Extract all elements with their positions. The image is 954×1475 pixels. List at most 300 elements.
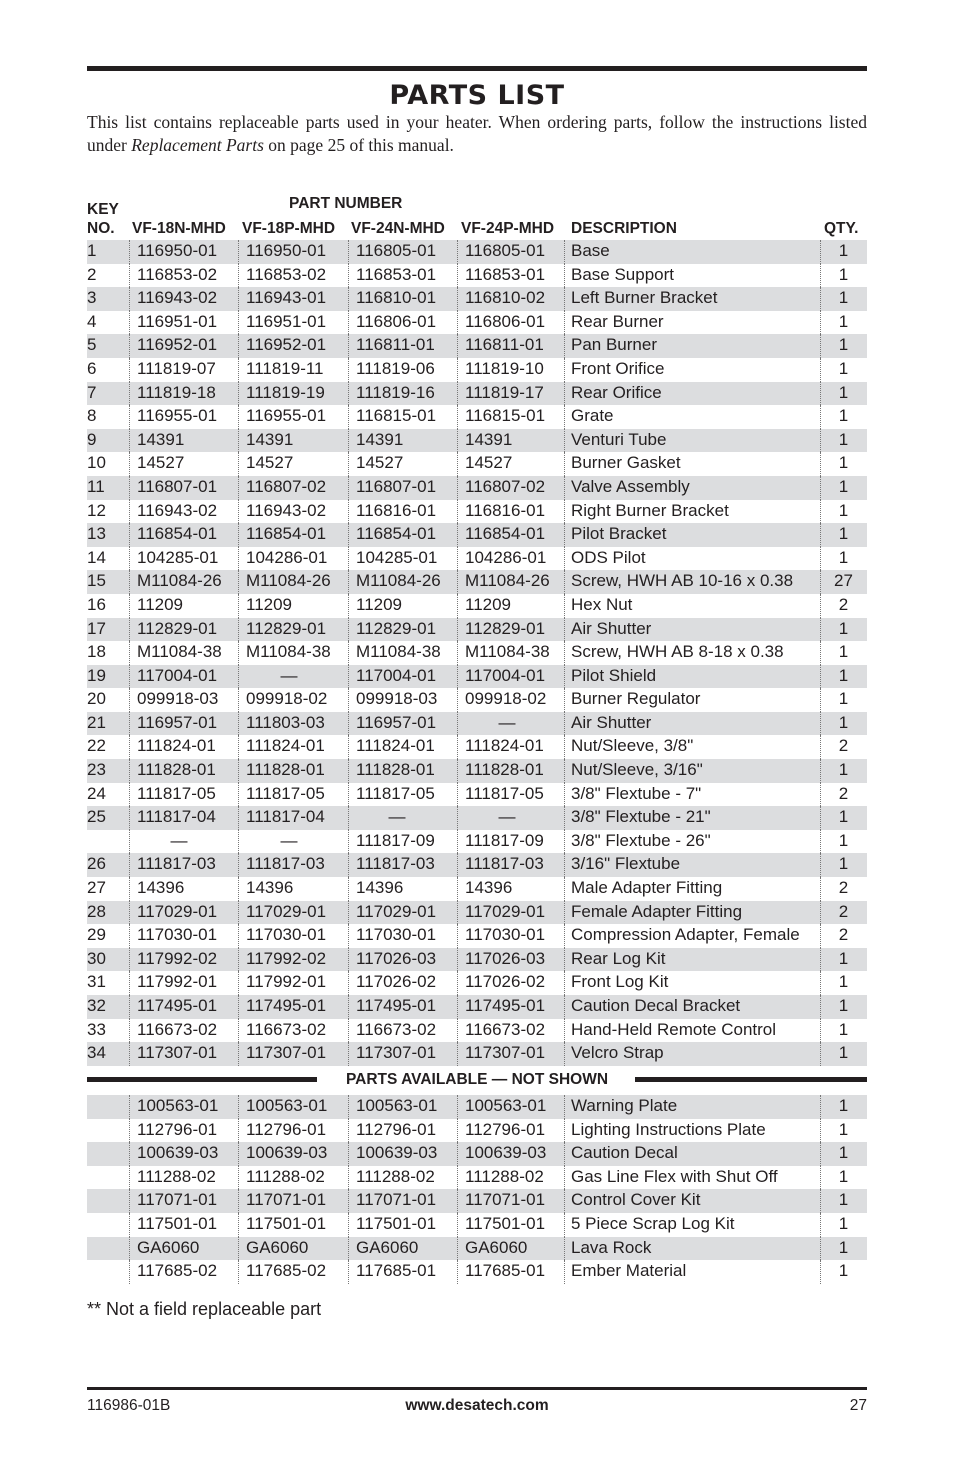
cell-part-vf18n: 117992-02 — [137, 948, 218, 968]
column-separator — [564, 358, 565, 382]
cell-qty: 1 — [838, 335, 849, 355]
cell-part-vf24n: 14396 — [356, 878, 404, 898]
cell-qty: 1 — [838, 665, 849, 685]
column-separator — [564, 452, 565, 476]
cell-part-vf18p: 116854-01 — [246, 524, 327, 544]
column-separator — [238, 618, 239, 642]
column-separator — [348, 452, 349, 476]
header-description: DESCRIPTION — [571, 220, 677, 237]
cell-key-no: 5 — [87, 335, 97, 355]
top-rule — [87, 66, 867, 71]
cell-part-vf18n: 117992-01 — [137, 972, 218, 992]
cell-description: Grate — [571, 406, 614, 426]
cell-part-vf24p: 117495-01 — [465, 996, 546, 1015]
column-separator — [457, 735, 458, 759]
cell-key-no: 18 — [87, 642, 106, 662]
cell-part-vf24n: 11209 — [356, 594, 403, 614]
cell-part-vf18p: 117495-01 — [246, 996, 327, 1015]
column-separator — [348, 334, 349, 358]
table-row — [87, 783, 867, 807]
column-separator — [238, 240, 239, 264]
column-separator — [348, 735, 349, 759]
cell-qty: 1 — [838, 429, 849, 449]
cell-part-vf24n: 111817-09 — [356, 830, 435, 850]
cell-description: Left Burner Bracket — [571, 288, 718, 308]
cell-qty: 1 — [838, 760, 849, 780]
cell-part-vf18n: 111824-01 — [137, 736, 216, 756]
cell-part-vf24n: — — [388, 807, 406, 827]
cell-part-vf18n: 116943-02 — [137, 500, 218, 520]
cell-qty: 1 — [838, 241, 849, 260]
cell-part-vf18n: 116950-01 — [137, 241, 218, 260]
cell-qty: 1 — [838, 712, 849, 732]
column-separator — [348, 405, 349, 429]
cell-part-vf24p: 111817-03 — [465, 854, 544, 874]
column-separator — [564, 641, 565, 665]
cell-part-vf18p: 116807-02 — [246, 476, 327, 496]
column-separator — [238, 358, 239, 382]
column-separator — [564, 476, 565, 500]
column-separator — [348, 594, 349, 618]
cell-part-vf18p: 14396 — [246, 878, 294, 898]
cell-part-vf18n: M11084-26 — [137, 571, 222, 591]
cell-description: Gas Line Flex with Shut Off — [571, 1166, 778, 1186]
column-separator — [457, 1019, 458, 1043]
column-separator — [238, 806, 239, 830]
cell-part-vf24n: 111288-02 — [356, 1166, 435, 1186]
cell-part-vf24n: 116805-01 — [356, 241, 437, 260]
column-separator — [238, 405, 239, 429]
column-separator — [129, 1166, 130, 1190]
column-separator — [238, 1213, 239, 1237]
cell-qty: 1 — [838, 1261, 849, 1281]
cell-part-vf24n: 117026-02 — [356, 972, 437, 992]
cell-part-vf18p: 117992-02 — [246, 948, 327, 968]
column-separator — [238, 948, 239, 972]
cell-qty: 1 — [838, 996, 849, 1015]
table-row — [87, 618, 867, 642]
cell-key-no: 6 — [87, 358, 97, 378]
cell-part-vf24p: 117030-01 — [465, 925, 546, 945]
column-separator — [564, 853, 565, 877]
cell-description: Lighting Instructions Plate — [571, 1119, 766, 1139]
column-separator — [129, 853, 130, 877]
column-separator — [564, 924, 565, 948]
cell-part-vf24n: 14527 — [356, 453, 404, 473]
cell-description: Rear Burner — [571, 311, 664, 331]
cell-part-vf24p: 111817-09 — [465, 830, 544, 850]
cell-part-vf18n: 14391 — [137, 429, 185, 449]
cell-part-vf18p: 111819-11 — [246, 358, 324, 378]
table-row — [87, 1237, 867, 1261]
header-key-line1: KEY — [87, 201, 119, 218]
cell-qty: 1 — [838, 830, 849, 850]
cell-part-vf18p: 116943-02 — [246, 500, 327, 520]
cell-description: Control Cover Kit — [571, 1190, 701, 1210]
column-separator — [238, 901, 239, 925]
cell-description: Ember Material — [571, 1261, 687, 1281]
column-separator — [348, 783, 349, 807]
cell-key-no: 23 — [87, 760, 106, 780]
column-separator — [564, 523, 565, 547]
column-separator — [564, 1142, 565, 1166]
cell-part-vf18n: 111817-05 — [137, 783, 216, 803]
cell-part-vf18n: 14396 — [137, 878, 185, 898]
column-separator — [348, 1260, 349, 1284]
cell-part-vf24n: 117495-01 — [356, 996, 437, 1015]
cell-part-vf18p: 111817-04 — [246, 807, 325, 827]
cell-part-vf24p: 11209 — [465, 594, 512, 614]
cell-part-vf24p: 111819-17 — [465, 382, 544, 402]
table-row — [87, 382, 867, 406]
cell-part-vf24p: 116805-01 — [465, 241, 546, 260]
cell-qty: 2 — [838, 594, 849, 614]
table-row — [87, 1042, 867, 1066]
column-separator — [457, 783, 458, 807]
cell-qty: 1 — [838, 382, 849, 402]
cell-part-vf18n: 116853-02 — [137, 264, 218, 284]
cell-description: 3/8" Flextube - 26" — [571, 830, 711, 850]
column-separator — [564, 1119, 565, 1143]
cell-description: ODS Pilot — [571, 547, 646, 567]
column-separator — [457, 901, 458, 925]
header-qty: QTY. — [824, 220, 859, 237]
cell-qty: 2 — [838, 925, 849, 945]
cell-qty: 1 — [838, 1143, 849, 1163]
cell-part-vf24n: 111819-06 — [356, 358, 435, 378]
cell-part-vf18n: 116955-01 — [137, 406, 218, 426]
cell-part-vf18p: 117307-01 — [246, 1043, 327, 1063]
cell-part-vf24n: GA6060 — [356, 1237, 419, 1257]
column-separator — [564, 665, 565, 689]
column-separator — [457, 618, 458, 642]
cell-part-vf18n: 111819-18 — [137, 382, 216, 402]
cell-description: Front Orifice — [571, 358, 665, 378]
cell-part-vf18p: 112796-01 — [246, 1119, 327, 1139]
column-separator — [129, 405, 130, 429]
cell-description: Hand-Held Remote Control — [571, 1019, 777, 1039]
column-separator — [129, 264, 130, 288]
column-separator — [564, 570, 565, 594]
table-row — [87, 1166, 867, 1190]
cell-qty: 1 — [838, 476, 849, 496]
column-separator — [129, 665, 130, 689]
cell-part-vf18n: 111817-04 — [137, 807, 216, 827]
table-row — [87, 830, 867, 854]
intro-text-end: on page 25 of this manual. — [263, 135, 454, 155]
column-separator — [457, 853, 458, 877]
cell-part-vf24p: M11084-26 — [465, 571, 550, 591]
cell-key-no: 21 — [87, 712, 106, 732]
cell-qty: 1 — [838, 1096, 849, 1115]
column-separator — [564, 1260, 565, 1284]
cell-key-no: 10 — [87, 453, 106, 473]
cell-part-vf24p: 099918-02 — [465, 689, 547, 709]
table-row — [87, 759, 867, 783]
column-separator — [457, 971, 458, 995]
column-separator — [348, 971, 349, 995]
column-separator — [129, 1042, 130, 1066]
cell-description: Base Support — [571, 264, 675, 284]
cell-part-vf24n: 117071-01 — [356, 1190, 437, 1210]
column-separator — [129, 240, 130, 264]
cell-part-vf18p: 112829-01 — [246, 618, 327, 638]
cell-part-vf18p: M11084-26 — [246, 571, 331, 591]
column-separator — [457, 429, 458, 453]
cell-part-vf24p: 117026-03 — [465, 948, 546, 968]
column-separator — [457, 1189, 458, 1213]
table-row — [87, 971, 867, 995]
column-separator — [238, 995, 239, 1019]
column-separator — [348, 618, 349, 642]
cell-part-vf18n: GA6060 — [137, 1237, 200, 1257]
section-label: PARTS AVAILABLE — NOT SHOWN — [345, 1071, 609, 1088]
cell-part-vf18p: — — [280, 665, 298, 685]
cell-part-vf18p: 111824-01 — [246, 736, 325, 756]
column-separator — [129, 334, 130, 358]
cell-description: Burner Gasket — [571, 453, 681, 473]
column-separator — [348, 358, 349, 382]
cell-part-vf18p: 111819-19 — [246, 382, 325, 402]
column-separator — [348, 641, 349, 665]
column-separator — [238, 1095, 239, 1119]
column-separator — [457, 523, 458, 547]
cell-description: Velcro Strap — [571, 1043, 664, 1063]
cell-qty: 1 — [838, 524, 849, 544]
cell-description: Pilot Shield — [571, 665, 657, 685]
cell-part-vf18p: 117992-01 — [246, 972, 327, 992]
cell-description: Hex Nut — [571, 594, 633, 614]
cell-part-vf18n: 099918-03 — [137, 689, 219, 709]
table-row — [87, 641, 867, 665]
cell-key-no: 14 — [87, 547, 106, 567]
column-separator — [238, 1019, 239, 1043]
table-row — [87, 358, 867, 382]
cell-part-vf18n: 116854-01 — [137, 524, 218, 544]
cell-part-vf24n: 116806-01 — [356, 311, 437, 331]
column-separator — [564, 547, 565, 571]
cell-part-vf24p: 117026-02 — [465, 972, 546, 992]
column-separator — [238, 311, 239, 335]
column-separator — [129, 1142, 130, 1166]
column-separator — [238, 1260, 239, 1284]
cell-part-vf24n: 116853-01 — [356, 264, 437, 284]
column-separator — [348, 523, 349, 547]
column-separator — [348, 429, 349, 453]
column-separator — [457, 1142, 458, 1166]
cell-part-vf18n: 100563-01 — [137, 1096, 219, 1115]
column-separator — [348, 665, 349, 689]
footer-page-number: 27 — [849, 1397, 867, 1414]
column-separator — [457, 1095, 458, 1119]
column-separator — [129, 971, 130, 995]
column-separator — [129, 712, 130, 736]
column-separator — [348, 901, 349, 925]
cell-part-vf24p: 116853-01 — [465, 264, 546, 284]
cell-description: Male Adapter Fitting — [571, 878, 723, 898]
header-model-4: VF-24P-MHD — [461, 220, 555, 237]
parts-not-shown-table — [87, 1095, 867, 1284]
column-separator — [457, 264, 458, 288]
cell-part-vf18p: 11209 — [246, 594, 293, 614]
cell-qty: 1 — [838, 948, 849, 968]
cell-key-no: 13 — [87, 524, 106, 544]
table-row — [87, 594, 867, 618]
cell-part-vf18n: 14527 — [137, 453, 185, 473]
column-separator — [348, 1019, 349, 1043]
cell-part-vf24p: 117029-01 — [465, 901, 546, 921]
column-separator — [348, 476, 349, 500]
cell-part-vf24n: 116957-01 — [356, 712, 437, 732]
cell-description: Compression Adapter, Female — [571, 925, 800, 945]
cell-description: Lava Rock — [571, 1237, 652, 1257]
cell-key-no: 4 — [87, 311, 97, 331]
cell-key-no: 3 — [87, 288, 97, 308]
cell-description: Base — [571, 241, 610, 260]
column-separator — [564, 1166, 565, 1190]
cell-part-vf18n: — — [170, 830, 188, 850]
cell-description: Front Log Kit — [571, 972, 669, 992]
table-row — [87, 570, 867, 594]
cell-part-vf24p: — — [498, 807, 516, 827]
column-separator — [564, 995, 565, 1019]
table-row — [87, 547, 867, 571]
column-separator — [457, 877, 458, 901]
cell-qty: 1 — [838, 1190, 849, 1210]
cell-key-no: 22 — [87, 736, 106, 756]
cell-part-vf18n: M11084-38 — [137, 642, 222, 662]
cell-description: Rear Orifice — [571, 382, 662, 402]
header-model-3: VF-24N-MHD — [351, 220, 445, 237]
cell-part-vf18n: 111817-03 — [137, 854, 216, 874]
cell-part-vf24p: 117501-01 — [465, 1213, 546, 1233]
column-separator — [564, 240, 565, 264]
cell-qty: 2 — [838, 901, 849, 921]
cell-description: Air Shutter — [571, 618, 652, 638]
cell-part-vf24n: 111817-05 — [356, 783, 435, 803]
cell-part-vf18n: 117685-02 — [137, 1261, 218, 1281]
cell-description: Female Adapter Fitting — [571, 901, 743, 921]
cell-part-vf24p: 111824-01 — [465, 736, 544, 756]
cell-part-vf18n: 117029-01 — [137, 901, 218, 921]
column-separator — [457, 476, 458, 500]
cell-part-vf18n: 111819-07 — [137, 358, 216, 378]
cell-part-vf24p: 111819-10 — [465, 358, 544, 378]
column-separator — [564, 594, 565, 618]
column-separator — [129, 594, 130, 618]
cell-qty: 1 — [838, 618, 849, 638]
table-row — [87, 712, 867, 736]
cell-description: Caution Decal Bracket — [571, 996, 741, 1015]
cell-part-vf24n: 117029-01 — [356, 901, 437, 921]
column-separator — [238, 1237, 239, 1261]
cell-part-vf24p: 14396 — [465, 878, 513, 898]
cell-description: Warning Plate — [571, 1096, 678, 1115]
cell-key-no: 17 — [87, 618, 106, 638]
column-separator — [238, 334, 239, 358]
column-separator — [129, 476, 130, 500]
cell-part-vf24p: 116810-02 — [465, 288, 546, 308]
cell-part-vf24n: 116810-01 — [356, 288, 437, 308]
cell-part-vf24p: 111828-01 — [465, 760, 544, 780]
page-title: PARTS LIST — [389, 80, 565, 111]
column-separator — [129, 995, 130, 1019]
table-row — [87, 500, 867, 524]
cell-part-vf18n: 117307-01 — [137, 1043, 218, 1063]
cell-description: Burner Regulator — [571, 689, 701, 709]
cell-description: 3/8" Flextube - 7" — [571, 783, 702, 803]
cell-key-no: 2 — [87, 264, 97, 284]
intro-text-start: This list contains replaceable parts used in your heater. When ordering parts, follow the instructions listed under — [87, 112, 867, 155]
column-separator — [129, 948, 130, 972]
column-separator — [238, 500, 239, 524]
column-separator — [348, 712, 349, 736]
column-separator — [348, 1042, 349, 1066]
table-row — [87, 311, 867, 335]
cell-part-vf24p: GA6060 — [465, 1237, 528, 1257]
column-separator — [564, 618, 565, 642]
column-separator — [457, 547, 458, 571]
cell-part-vf18n: 117004-01 — [137, 665, 218, 685]
column-separator — [457, 570, 458, 594]
cell-description: Nut/Sleeve, 3/8" — [571, 736, 694, 756]
cell-part-vf24n: 116854-01 — [356, 524, 437, 544]
cell-part-vf18n: 112829-01 — [137, 618, 218, 638]
column-separator — [129, 901, 130, 925]
column-separator — [238, 1042, 239, 1066]
parts-table — [87, 240, 867, 1066]
cell-qty: 1 — [838, 689, 849, 709]
column-separator — [564, 1213, 565, 1237]
column-separator — [129, 641, 130, 665]
column-separator — [457, 1166, 458, 1190]
intro-italic: Replacement Parts — [131, 135, 264, 155]
cell-part-vf18p: 14391 — [246, 429, 294, 449]
cell-part-vf24n: 100563-01 — [356, 1096, 438, 1115]
column-separator — [238, 877, 239, 901]
column-separator — [348, 240, 349, 264]
column-separator — [348, 853, 349, 877]
cell-part-vf18p: 116673-02 — [246, 1019, 327, 1039]
column-separator — [348, 382, 349, 406]
cell-part-vf18n: 111828-01 — [137, 760, 216, 780]
column-separator — [129, 382, 130, 406]
column-separator — [238, 476, 239, 500]
column-separator — [129, 924, 130, 948]
column-separator — [238, 1142, 239, 1166]
cell-part-vf18p: 116950-01 — [246, 241, 327, 260]
cell-part-vf24n: 112829-01 — [356, 618, 437, 638]
cell-part-vf18n: 117030-01 — [137, 925, 218, 945]
cell-key-no: 27 — [87, 878, 106, 898]
column-separator — [238, 853, 239, 877]
cell-part-vf24p: M11084-38 — [465, 642, 550, 662]
cell-part-vf18p: 117685-02 — [246, 1261, 327, 1281]
column-separator — [348, 995, 349, 1019]
cell-key-no: 11 — [87, 476, 105, 496]
cell-qty: 1 — [838, 642, 849, 662]
column-separator — [564, 1189, 565, 1213]
header-part-number: PART NUMBER — [289, 195, 403, 212]
cell-part-vf24p: 14391 — [465, 429, 513, 449]
column-separator — [129, 500, 130, 524]
cell-part-vf24p: 117071-01 — [465, 1190, 546, 1210]
cell-key-no: 29 — [87, 925, 106, 945]
footer-doc-number: 116986-01B — [87, 1397, 171, 1414]
column-separator — [348, 1095, 349, 1119]
column-separator — [238, 1166, 239, 1190]
column-separator — [238, 924, 239, 948]
